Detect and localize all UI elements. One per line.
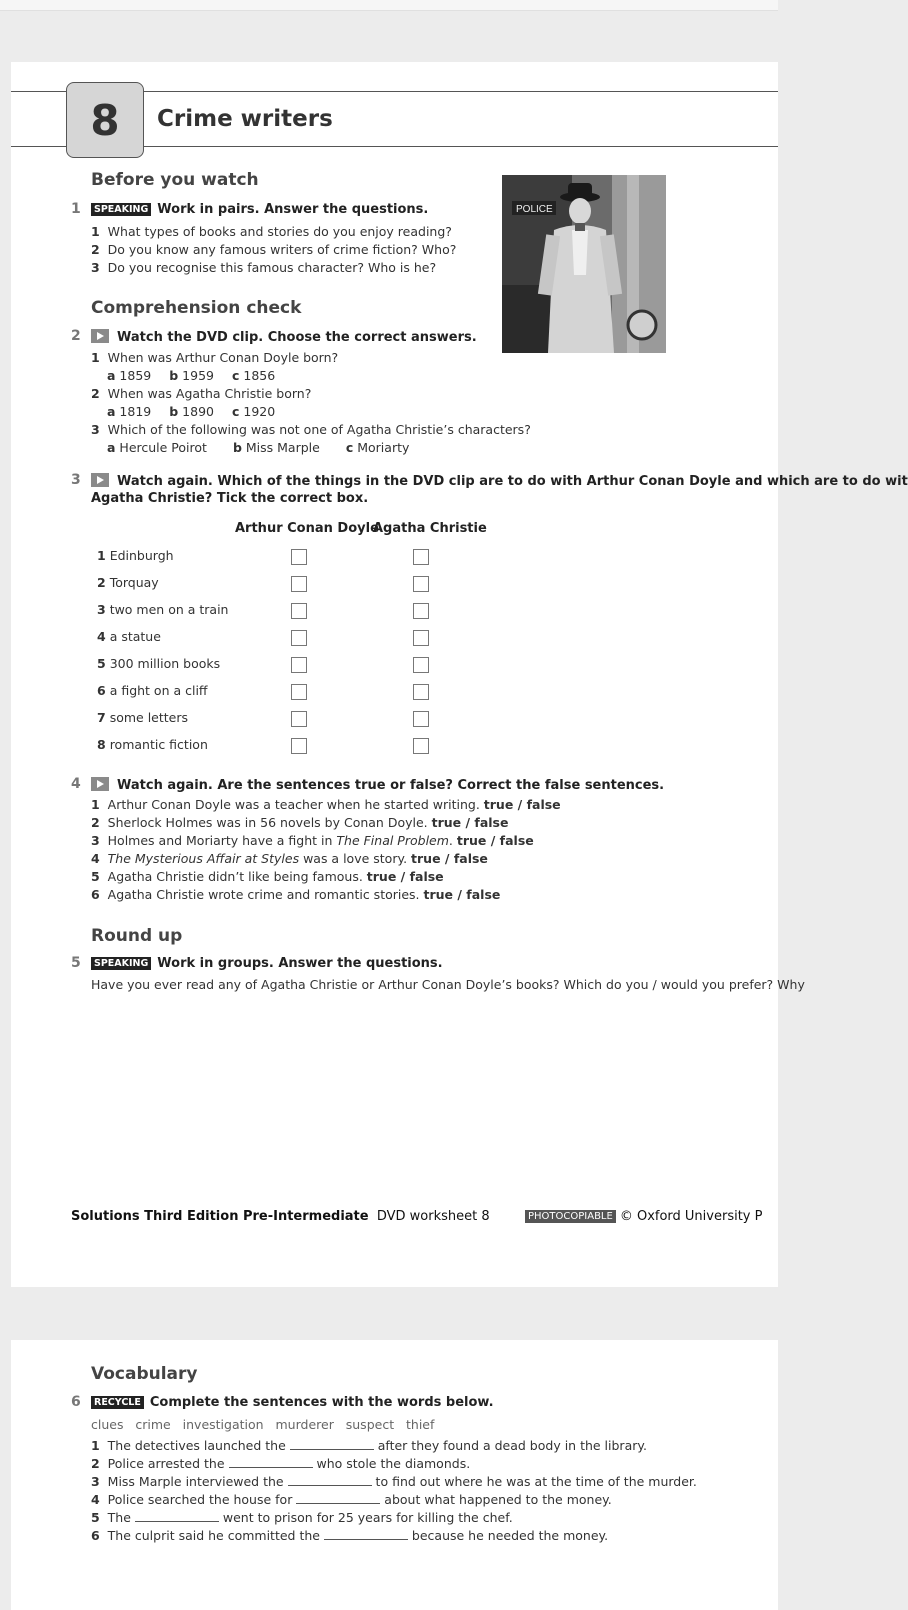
exercise-3-instruction: Watch again. Which of the things in the DVD clip are to do with Arthur Conan Doyle and which are to do wit [91,473,908,489]
ex6-item: 1 The detectives launched the after they found a dead body in the library. [91,1438,647,1453]
checkbox-christie-8[interactable] [413,738,429,754]
ex4-item: 5 Agatha Christie didn’t like being famous. true / false [91,869,444,884]
worksheet-page-2 [11,1340,778,1610]
ex2-q1-answers: a 1859 b 1959 c 1856 [107,368,276,383]
checkbox-doyle-1[interactable] [291,549,307,565]
ex4-item: 3 Holmes and Moriarty have a fight in The Final Problem. true / false [91,833,534,848]
unit-title: Crime writers [157,106,333,132]
exercise-3-number: 3 [71,472,81,488]
exercise-6-number: 6 [71,1394,81,1410]
ex4-item: 1 Arthur Conan Doyle was a teacher when he started writing. true / false [91,797,561,812]
speaking-tag: SPEAKING [91,203,151,216]
blank-line[interactable] [324,1539,408,1540]
ex6-item: 4 Police searched the house for about what happened to the money. [91,1492,612,1507]
exercise-1-instruction: SPEAKING Work in pairs. Answer the questions. [91,202,428,217]
police-sign-text: POLICE [516,204,553,215]
footer-title: Solutions Third Edition Pre-Intermediate DVD worksheet 8 [71,1209,490,1224]
list-item: 3 Do you recognise this famous character? Who is he? [91,260,437,275]
checkbox-doyle-7[interactable] [291,711,307,727]
checkbox-christie-1[interactable] [413,549,429,565]
blank-line[interactable] [229,1467,313,1468]
exercise-1-questions [91,223,456,277]
ex6-item: 3 Miss Marple interviewed the to find out where he was at the time of the murder. [91,1474,697,1489]
exercise-4-instruction: Watch again. Are the sentences true or false? Correct the false sentences. [91,777,664,793]
table-row: 8 romantic fiction [97,737,208,752]
exercise-2-number: 2 [71,328,81,344]
list-item: 1 What types of books and stories do you enjoy reading? [91,224,452,239]
ex2-q3: 3 Which of the following was not one of Agatha Christie’s characters? [91,422,531,437]
blank-line[interactable] [135,1521,219,1522]
table-row: 4 a statue [97,629,161,644]
word-bank: clues crime investigation murderer suspect thief [91,1417,435,1432]
column-header-christie: Agatha Christie [373,521,487,536]
round-up-heading: Round up [91,926,183,946]
top-strip [0,0,778,11]
table-row: 1 Edinburgh [97,548,174,563]
recycle-tag: RECYCLE [91,1396,144,1409]
checkbox-doyle-4[interactable] [291,630,307,646]
table-row: 2 Torquay [97,575,159,590]
table-row: 3 two men on a train [97,602,229,617]
speaking-tag: SPEAKING [91,957,151,970]
photocopiable-badge: PHOTOCOPIABLE [525,1210,616,1223]
ex6-item: 2 Police arrested the who stole the diamonds. [91,1456,471,1471]
exercise-5-instruction: SPEAKING Work in groups. Answer the questions. [91,956,443,971]
checkbox-christie-5[interactable] [413,657,429,673]
list-item: 2 Do you know any famous writers of crime fiction? Who? [91,242,457,257]
ex4-item: 2 Sherlock Holmes was in 56 novels by Conan Doyle. true / false [91,815,509,830]
blank-line[interactable] [296,1503,380,1504]
ex4-item: 6 Agatha Christie wrote crime and romantic stories. true / false [91,887,501,902]
ex2-q1: 1 When was Arthur Conan Doyle born? [91,350,339,365]
exercise-6-instruction: RECYCLE Complete the sentences with the words below. [91,1395,494,1410]
exercise-4-number: 4 [71,776,81,792]
unit-number-badge: 8 [66,82,144,158]
table-row: 5 300 million books [97,656,221,671]
table-row: 6 a fight on a cliff [97,683,208,698]
ex2-q2-answers: a 1819 b 1890 c 1920 [107,404,276,419]
ex2-q3-answers: a Hercule Poirot b Miss Marple c Moriarty [107,440,410,455]
checkbox-christie-3[interactable] [413,603,429,619]
checkbox-doyle-3[interactable] [291,603,307,619]
checkbox-doyle-6[interactable] [291,684,307,700]
blank-line[interactable] [290,1449,374,1450]
exercise-3-instruction-line2: Agatha Christie? Tick the correct box. [91,491,369,506]
ex6-item: 6 The culprit said he committed the because he needed the money. [91,1528,609,1543]
column-header-conan-doyle: Arthur Conan Doyle [235,521,379,536]
table-row: 7 some letters [97,710,188,725]
exercise-1-number: 1 [71,201,81,217]
exercise-5-number: 5 [71,955,81,971]
blank-line[interactable] [288,1485,372,1486]
comprehension-heading: Comprehension check [91,298,302,318]
poirot-photo [502,175,666,353]
checkbox-doyle-5[interactable] [291,657,307,673]
play-icon [91,777,109,791]
checkbox-doyle-8[interactable] [291,738,307,754]
before-you-watch-heading: Before you watch [91,170,259,190]
ex4-item: 4 The Mysterious Affair at Styles was a love story. true / false [91,851,488,866]
checkbox-christie-6[interactable] [413,684,429,700]
checkbox-christie-4[interactable] [413,630,429,646]
exercise-2-instruction: Watch the DVD clip. Choose the correct answers. [91,329,477,345]
checkbox-christie-2[interactable] [413,576,429,592]
play-icon [91,329,109,343]
vocabulary-heading: Vocabulary [91,1364,198,1384]
footer-copyright: PHOTOCOPIABLE © Oxford University P [525,1209,762,1224]
exercise-5-text: Have you ever read any of Agatha Christie or Arthur Conan Doyle’s books? Which do you / would you prefer? Why [91,977,805,992]
worksheet-page-1 [11,62,908,1287]
play-icon [91,473,109,487]
ex6-item: 5 The went to prison for 25 years for killing the chef. [91,1510,513,1525]
ex2-q2: 2 When was Agatha Christie born? [91,386,312,401]
checkbox-christie-7[interactable] [413,711,429,727]
checkbox-doyle-2[interactable] [291,576,307,592]
